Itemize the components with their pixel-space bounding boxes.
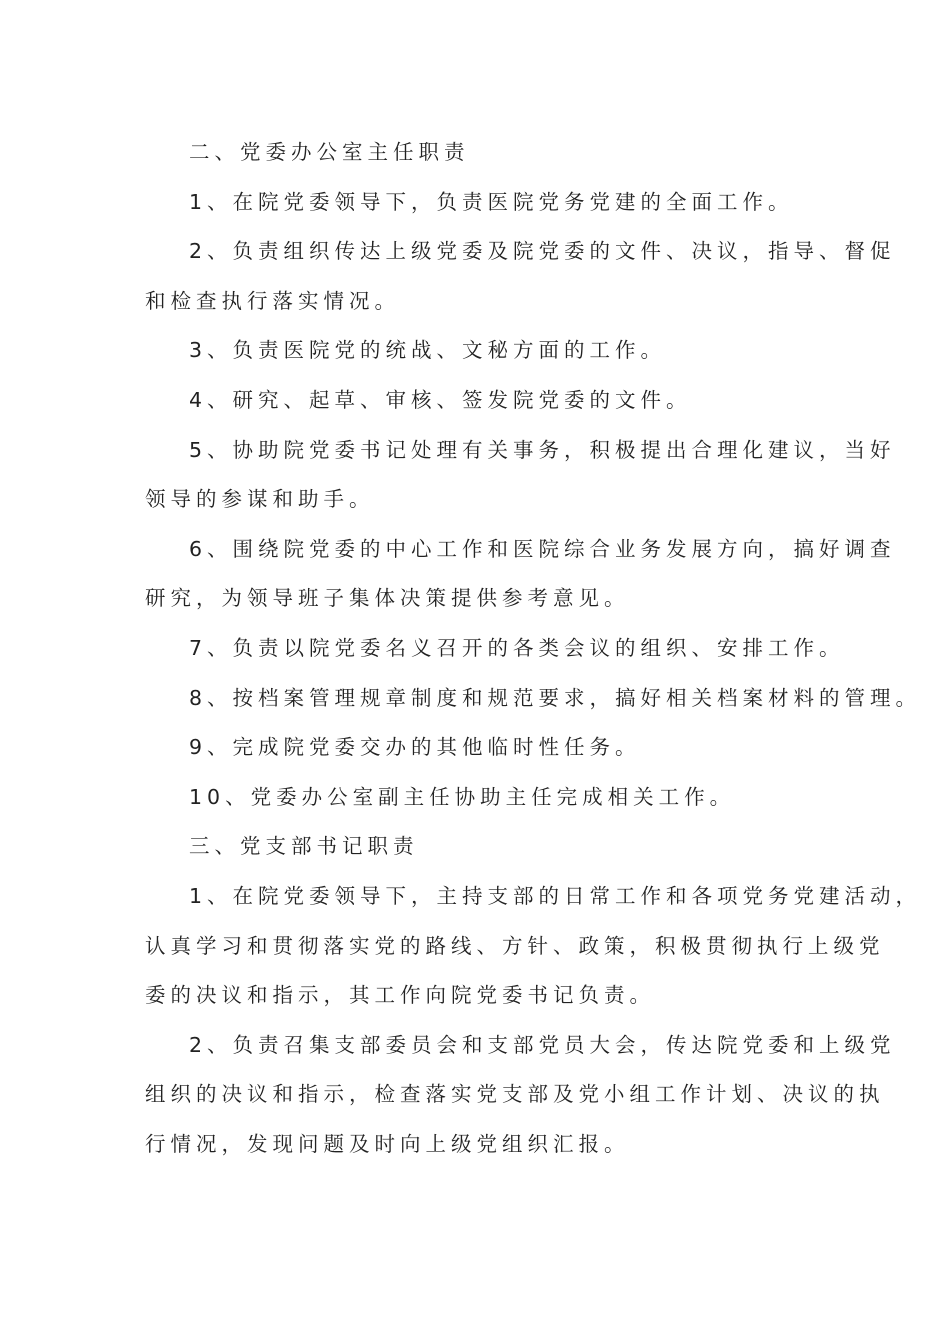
paragraph-line: 和检查执行落实情况。: [145, 288, 400, 313]
paragraph-line: 4、研究、起草、审核、签发院党委的文件。: [189, 387, 692, 412]
section-heading-office-director: 二、党委办公室主任职责: [189, 140, 470, 164]
paragraph-line: 3、负责医院党的统战、文秘方面的工作。: [189, 338, 667, 363]
paragraph-line: 领导的参谋和助手。: [145, 487, 375, 512]
paragraph-line: 1、在院党委领导下，主持支部的日常工作和各项党务党建活动，: [189, 883, 922, 908]
document-body: [145, 128, 922, 1169]
paragraph-line: 8、按档案管理规章制度和规范要求，搞好相关档案材料的管理。: [189, 685, 922, 710]
paragraph-line: 6、围绕院党委的中心工作和医院综合业务发展方向，搞好调查: [189, 536, 896, 561]
paragraph-line: 研究，为领导班子集体决策提供参考意见。: [145, 586, 630, 611]
paragraph-line: 7、负责以院党委名义召开的各类会议的组织、安排工作。: [189, 635, 845, 660]
paragraph-line: 9、完成院党委交办的其他临时性任务。: [189, 735, 641, 760]
paragraph-line: 委的决议和指示，其工作向院党委书记负责。: [145, 983, 655, 1008]
paragraph-line: 2、负责组织传达上级党委及院党委的文件、决议，指导、督促: [189, 239, 896, 264]
paragraph-line: 认真学习和贯彻落实党的路线、方针、政策，积极贯彻执行上级党: [145, 933, 885, 958]
paragraph-line: 1、在院党委领导下，负责医院党务党建的全面工作。: [189, 189, 794, 214]
paragraph-line: 行情况，发现问题及时向上级党组织汇报。: [145, 1131, 630, 1156]
section-heading-branch-secretary: 三、党支部书记职责: [189, 834, 419, 859]
paragraph-line: 2、负责召集支部委员会和支部党员大会，传达院党委和上级党: [189, 1032, 896, 1057]
paragraph-line: 10、党委办公室副主任协助主任完成相关工作。: [189, 784, 736, 809]
paragraph-line: 5、协助院党委书记处理有关事务，积极提出合理化建议，当好: [189, 437, 896, 462]
paragraph-line: 组织的决议和指示，检查落实党支部及党小组工作计划、决议的执: [145, 1082, 885, 1107]
